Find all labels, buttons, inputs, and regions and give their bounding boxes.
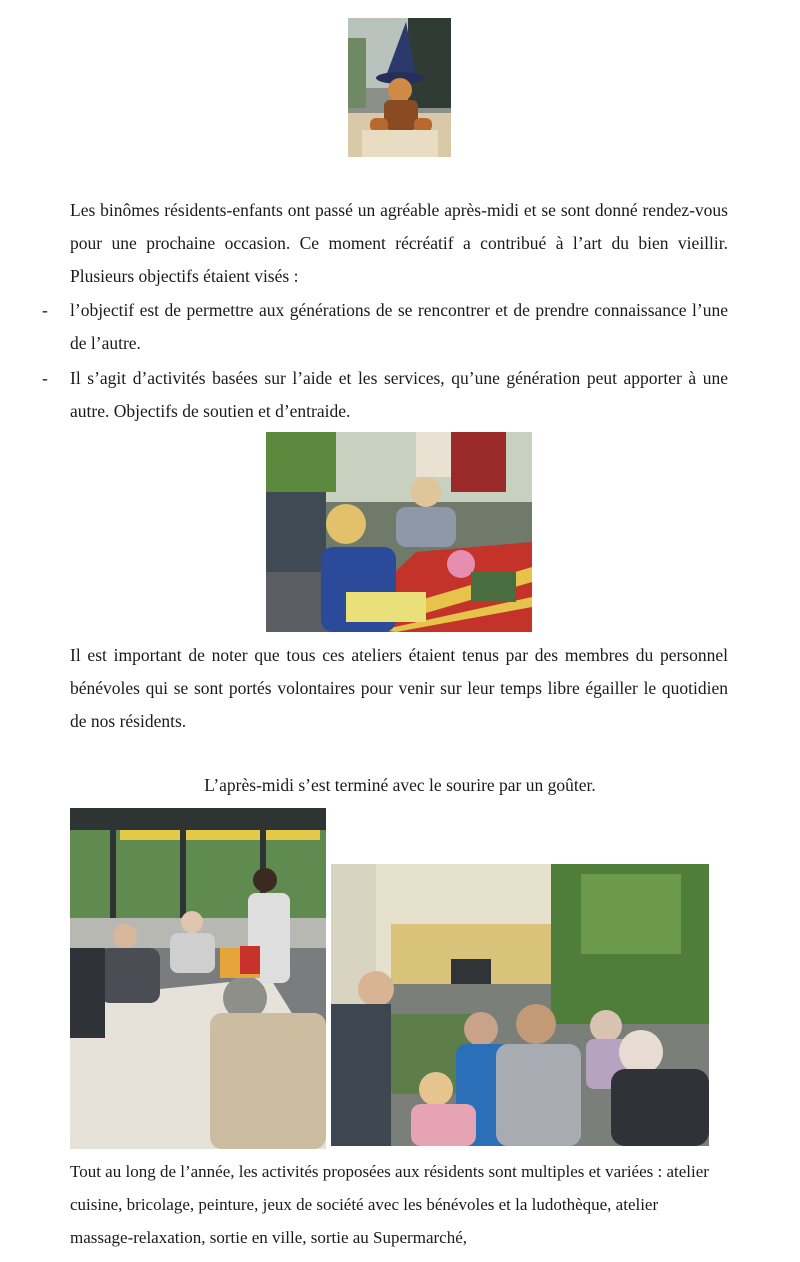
photo-children-crafting [266, 432, 532, 632]
bullet-marker: - [42, 368, 48, 388]
bullet-objective-generations: l’objectif est de permettre aux générations de se rencontrer et de prendre connaissance l’une de l’autre. [70, 300, 728, 353]
activities-paragraph: Tout au long de l’année, les activités proposées aux résidents sont multiples et variées : atelier cuisine, bricolage, peinture, jeux de société avec les bénévoles et la ludothèque, atelier massage-relaxation, sortie en ville, sortie au Supermarché, [70, 1162, 709, 1247]
photo-residents-table [70, 808, 326, 1149]
photo-group-hall [331, 864, 709, 1146]
volunteers-paragraph: Il est important de noter que tous ces ateliers étaient tenus par des membres du personnel bénévoles qui se sont portés volontaires pour venir sur leur temps libre égailler le quotidien de nos résidents. [70, 645, 728, 731]
bullet-marker: - [42, 300, 48, 320]
photo-witch-doll [348, 18, 451, 157]
intro-paragraph: Les binômes résidents-enfants ont passé un agréable après-midi et se sont donné rendez-vous pour une prochaine occasion. Ce moment récréatif a contribué à l’art du bien vieillir. Plusieurs objectifs étaient visés : [70, 200, 728, 286]
bullet-objective-support: Il s’agit d’activités basées sur l’aide et les services, qu’une génération peut apporter à une autre. Objectifs de soutien et d’entraide. [70, 368, 728, 421]
snack-caption: L’après-midi s’est terminé avec le sourire par un goûter. [204, 775, 596, 795]
